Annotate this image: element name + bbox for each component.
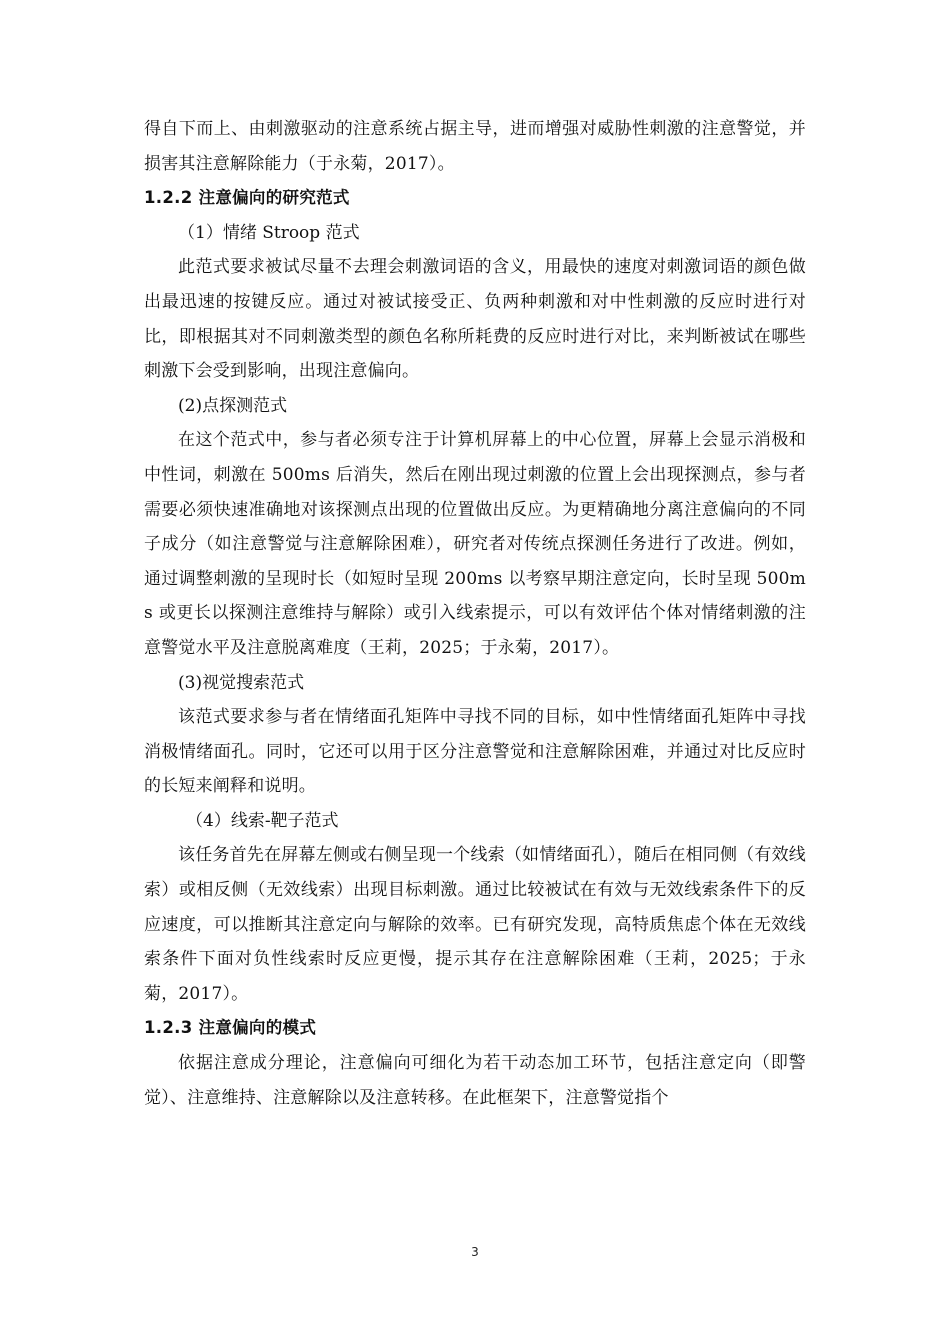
paragraph-attention-bias-modes: 依据注意成分理论，注意偏向可细化为若干动态加工环节，包括注意定向（即警觉）、注意维持、注意解除以及注意转移。在此框架下，注意警觉指个: [144, 1053, 806, 1108]
subheading-dot-probe: (2)点探测范式: [178, 395, 288, 416]
paragraph-cue-target: 该任务首先在屏幕左侧或右侧呈现一个线索（如情绪面孔），随后在相同侧（有效线索）或相反侧（无效线索）出现目标刺激。通过比较被试在有效与无效线索条件下的反应速度，可以推断其注意定向与解除的效率。已有研究发现，高特质焦虑个体在无效线索条件下面对负性线索时反应更慢，提示其存在注意解除困难（王莉，2025；于永菊，2017）。: [144, 845, 806, 1004]
subheading-emotional-stroop: （1）情绪 Stroop 范式: [178, 222, 360, 243]
subheading-visual-search: (3)视觉搜索范式: [178, 672, 305, 693]
section-heading-1-2-2: 1.2.2 注意偏向的研究范式: [144, 188, 350, 208]
page-body: [144, 112, 806, 1115]
paragraph-stroop: 此范式要求被试尽量不去理会刺激词语的含义，用最快的速度对刺激词语的颜色做出最迅速的按键反应。通过对被试接受正、负两种刺激和对中性刺激的反应时进行对比，即根据其对不同刺激类型的颜色名称所耗费的反应时进行对比，来判断被试在哪些刺激下会受到影响，出现注意偏向。: [144, 257, 806, 382]
paragraph-dot-probe: 在这个范式中，参与者必须专注于计算机屏幕上的中心位置，屏幕上会显示消极和中性词，刺激在 500ms 后消失，然后在刚出现过刺激的位置上会出现探测点，参与者需要必须快速准确地对该探测点出现的位置做出反应。为更精确地分离注意偏向的不同子成分（如注意警觉与注意解除困难），研究者对传统点探测任务进行了改进。例如，通过调整刺激的呈现时长（如短时呈现 200ms 以考察早期注意定向，长时呈现 500ms 或更长以探测注意维持与解除）或引入线索提示，可以有效评估个体对情绪刺激的注意警觉水平及注意脱离难度（王莉，2025；于永菊，2017）。: [144, 430, 806, 658]
paragraph-continuation: 得自下而上、由刺激驱动的注意系统占据主导，进而增强对威胁性刺激的注意警觉，并损害其注意解除能力（于永菊，2017）。: [144, 119, 806, 174]
section-heading-1-2-3: 1.2.3 注意偏向的模式: [144, 1018, 317, 1038]
subheading-cue-target: （4）线索-靶子范式: [186, 810, 339, 831]
paragraph-visual-search: 该范式要求参与者在情绪面孔矩阵中寻找不同的目标，如中性情绪面孔矩阵中寻找消极情绪面孔。同时，它还可以用于区分注意警觉和注意解除困难，并通过对比反应时的长短来阐释和说明。: [144, 707, 806, 797]
page-number: 3: [471, 1245, 479, 1259]
